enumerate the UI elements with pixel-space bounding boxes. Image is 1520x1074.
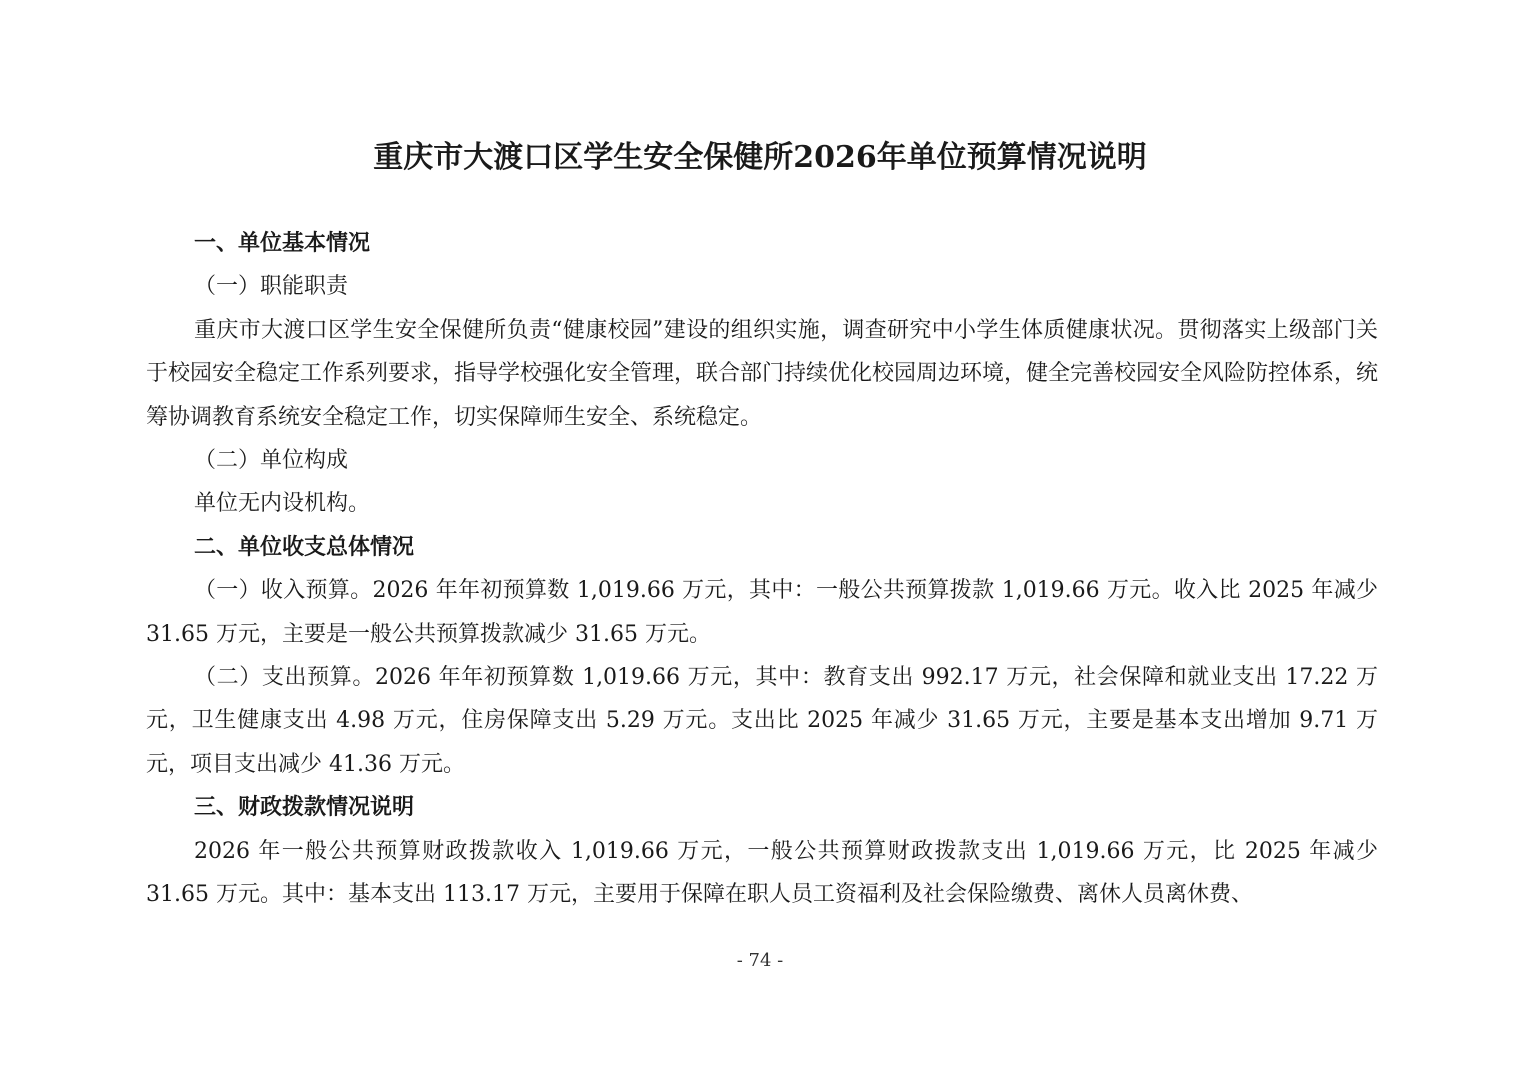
page-number: - 74 - <box>736 950 784 971</box>
document-title: 重庆市大渡口区学生安全保健所2026年单位预算情况说明 <box>373 140 1147 175</box>
paragraph-appropriation: 2026 年一般公共预算财政拨款收入 1,019.66 万元，一般公共预算财政拨款支出 1,019.66 万元，比 2025 年减少 31.65 万元。其中：基本支出 113.17 万元，主要用于保障在职人员工资福利及社会保险缴费、离休人员离休费、 <box>146 838 1378 908</box>
subsection-heading-composition: （二）单位构成 <box>194 448 349 474</box>
section-heading-3: 三、财政拨款情况说明 <box>194 795 415 821</box>
paragraph-expense-budget: （二）支出预算。2026 年年初预算数 1,019.66 万元，其中：教育支出 992.17 万元，社会保障和就业支出 17.22 万元，卫生健康支出 4.98 万元，住房保障支出 5.29 万元。支出比 2025 年减少 31.65 万元，主要是基本支出增加 9.71 万元，项目支出减少 41.36 万元。 <box>146 665 1378 777</box>
document-body <box>146 222 1378 917</box>
paragraph-functions: 重庆市大渡口区学生安全保健所负责“健康校园”建设的组织实施，调查研究中小学生体质健康状况。贯彻落实上级部门关于校园安全稳定工作系列要求，指导学校强化安全管理，联合部门持续优化校园周边环境，健全完善校园安全风险防控体系，统筹协调教育系统安全稳定工作，切实保障师生安全、系统稳定。 <box>146 317 1379 430</box>
section-heading-1: 一、单位基本情况 <box>194 231 371 256</box>
subsection-heading-functions: （一）职能职责 <box>194 274 349 300</box>
paragraph-composition: 单位无内设机构。 <box>194 491 371 517</box>
paragraph-income-budget: （一）收入预算。2026 年年初预算数 1,019.66 万元，其中：一般公共预算拨款 1,019.66 万元。收入比 2025 年减少 31.65 万元，主要是一般公共预算拨款减少 31.65 万元。 <box>146 578 1378 647</box>
section-heading-2: 二、单位收支总体情况 <box>194 534 415 560</box>
